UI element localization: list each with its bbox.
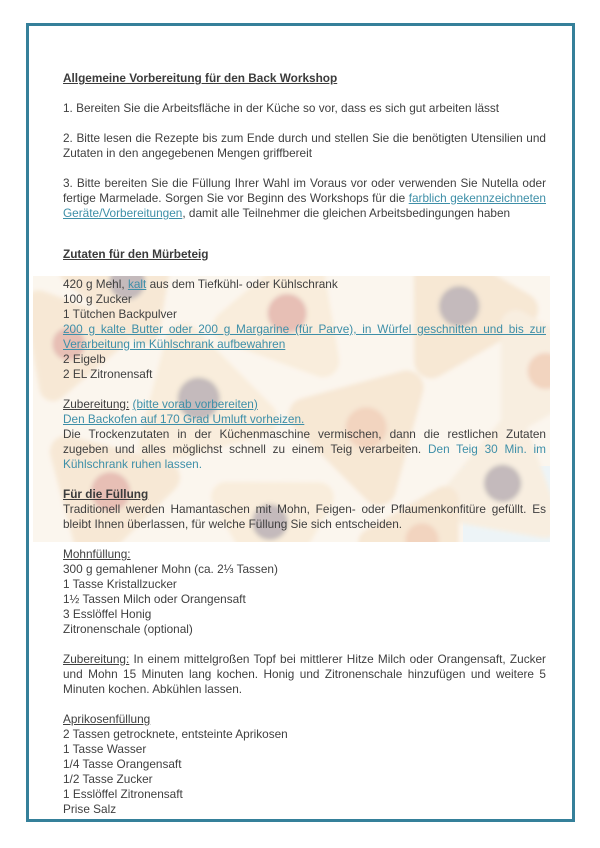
poppy-ingredient: 1 Tasse Kristallzucker [63,577,177,591]
ingredient-egg-yolk: 2 Eigelb [63,352,106,366]
preparation-label: Zubereitung: [63,397,130,411]
apricot-ingredient: 2 Tassen getrocknete, entsteinte Aprikosen [63,727,288,741]
poppy-ingredient: Zitronenschale (optional) [63,622,193,636]
apricot-ingredient: Prise Salz [63,802,117,816]
heading-general-preparation: Allgemeine Vorbereitung für den Back Workshop [63,71,338,85]
poppy-ingredient: 3 Esslöffel Honig [63,607,152,621]
dough-preparation-body [63,427,546,472]
step-1: 1. Bereiten Sie die Arbeitsfläche in der Küche so vor, dass es sich gut arbeiten lässt [63,101,500,115]
poppy-preparation [63,652,546,697]
ingredient-flour-text: 420 g Mehl, [63,277,128,291]
poppy-preparation-text: In einem mittelgroßen Topf bei mittlerer Hitze Milch oder Orangensaft, Zucker und Mohn 15 Minuten lang kochen. Honig und Zitronenschale hinzufügen und weitere 5 Minuten kochen. Abkühlen lassen. [63,652,546,696]
heading-filling: Für die Füllung [63,487,149,501]
heading-apricot-filling: Aprikosenfüllung [63,712,151,726]
ingredient-butter [63,322,546,352]
apricot-ingredient: 1 Esslöffel Zitronensaft [63,787,183,801]
step-3-tail: , damit alle Teilnehmer die gleichen Arbeitsbedingungen haben [182,206,511,220]
butter-link[interactable]: 200 g kalte Butter oder 200 g Margarine (für Parve), in Würfel geschnitten und bis zur Verarbeitung im Kühlschrank aufbewahren [63,322,546,351]
heading-poppy-filling: Mohnfüllung: [63,547,131,561]
apricot-ingredient: 1/2 Tasse Zucker [63,772,153,786]
document-content [63,71,546,817]
step-3 [63,176,546,221]
step-2: 2. Bitte lesen die Rezepte bis zum Ende durch und stellen Sie die benötigten Utensilien und Zutaten in den angegebenen Mengen griffbereit [63,131,546,160]
ingredient-lemon-juice: 2 EL Zitronensaft [63,367,153,381]
poppy-ingredient: 1½ Tassen Milch oder Orangensaft [63,592,246,606]
poppy-preparation-label: Zubereitung: [63,652,130,666]
heading-dough-ingredients: Zutaten für den Mürbeteig [63,247,209,261]
apricot-ingredient: 1 Tasse Wasser [63,742,147,756]
dough-preparation-label-line [63,397,546,412]
oven-preheat-line [63,412,546,427]
ingredient-sugar: 100 g Zucker [63,292,132,306]
step-3-text: 3. Bitte bereiten Sie die Füllung Ihrer Wahl im Voraus vor oder verwenden Sie Nutella oder fertige Marmelade. Sorgen Sie vor Beginn des Workshops für die [63,176,546,205]
ingredient-flour [63,277,546,292]
prepare-in-advance-link[interactable]: (bitte vorab vorbereiten) [132,397,258,411]
cold-link[interactable]: kalt [127,277,147,291]
colored-equipment-link[interactable]: farblich gekennzeichneten Geräte/Vorbereitungen [63,191,546,220]
filling-intro: Traditionell werden Hamantaschen mit Mohn, Feigen- oder Pflaumenkonfitüre gefüllt. Es bleibt Ihnen überlassen, für welche Füllung Sie sich entscheiden. [63,502,546,531]
ingredient-flour-tail: aus dem Tiefkühl- oder Kühlschrank [146,277,338,291]
dough-preparation-text: Die Trockenzutaten in der Küchenmaschine vermischen, dann die restlichen Zutaten zugeben und alles möglichst schnell zu einem Teig verarbeiten. [63,427,546,456]
ingredient-baking-powder: 1 Tütchen Backpulver [63,307,177,321]
apricot-ingredient: 1/4 Tasse Orangensaft [63,757,182,771]
dough-rest-highlight: Den Teig 30 Min. im Kühlschrank ruhen lassen. [63,442,546,471]
poppy-ingredient: 300 g gemahlener Mohn (ca. 2⅓ Tassen) [63,562,278,576]
oven-preheat-link[interactable]: Den Backofen auf 170 Grad Umluft vorheizen. [63,412,305,426]
